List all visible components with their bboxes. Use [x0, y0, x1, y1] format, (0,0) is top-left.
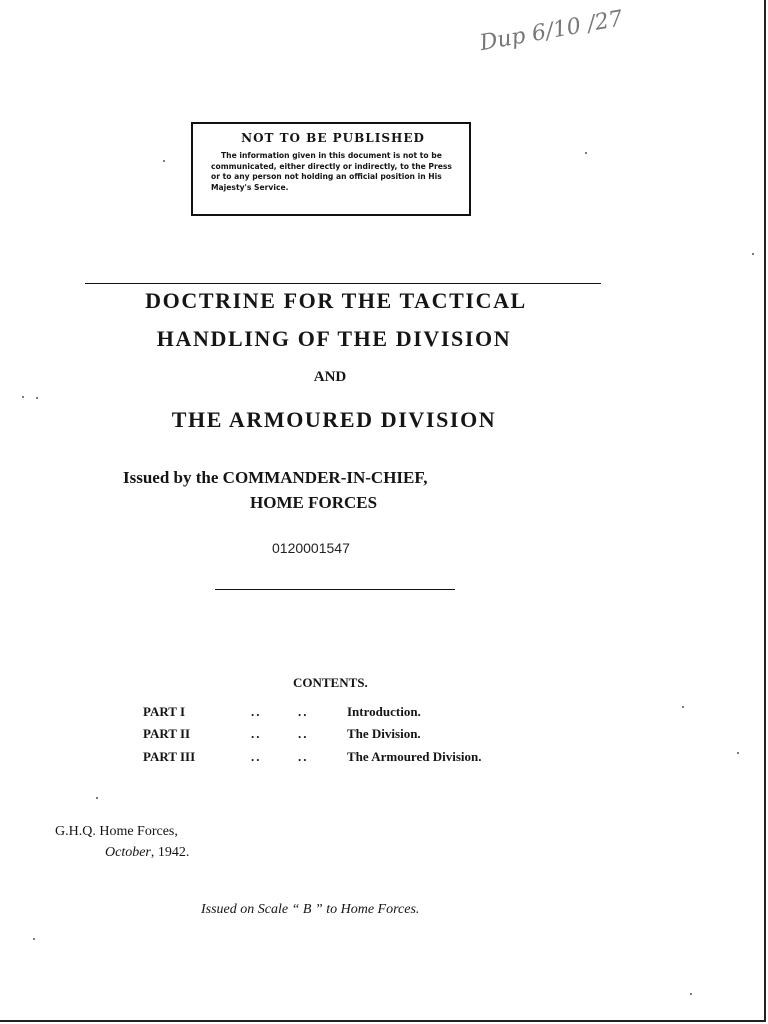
scan-speck [22, 396, 24, 398]
scan-speck [36, 397, 38, 399]
not-to-be-published-box [191, 122, 471, 216]
contents-leader: .. [251, 704, 262, 719]
contents-part: PART II [143, 726, 191, 741]
contents-part: PART I [143, 704, 186, 719]
ghq-origin: G.H.Q. Home Forces, [55, 824, 178, 839]
contents-row [143, 704, 563, 722]
issue-month: October [105, 845, 151, 860]
title-line-2: HANDLING OF THE DIVISION [156, 326, 512, 351]
title-and: AND [313, 369, 347, 385]
notice-title: NOT TO BE PUBLISHED [241, 131, 425, 145]
title-line-3: THE ARMOURED DIVISION [171, 407, 497, 432]
notice-text: The information given in this document is not to be communicated, either directly or indirectly, to the Press or to any person not holding an official position in His Majesty's Service. [211, 151, 452, 192]
issued-by-line-2: HOME FORCES [250, 493, 378, 512]
scan-speck [682, 706, 684, 708]
scan-speck [33, 938, 35, 940]
issue-date [105, 845, 189, 861]
scan-speck [737, 752, 739, 754]
top-divider [85, 283, 601, 284]
contents-leader: .. [298, 749, 309, 764]
contents-description: The Division. [347, 726, 421, 741]
title-line-1: DOCTRINE FOR THE TACTICAL [145, 288, 527, 313]
scan-speck [690, 993, 692, 995]
scan-speck [752, 253, 754, 255]
contents-row [143, 726, 563, 744]
issued-by-line-1: Issued by the COMMANDER-IN-CHIEF, [123, 468, 428, 487]
contents-title: CONTENTS. [293, 675, 368, 690]
scan-speck [96, 797, 98, 799]
contents-leader: .. [298, 726, 309, 741]
contents-description: The Armoured Division. [347, 749, 482, 764]
scale-note: Issued on Scale “ B ” to Home Forces. [201, 902, 420, 917]
handwritten-annotation: Dup 6/10 /27 [477, 6, 625, 57]
document-number: 0120001547 [272, 540, 350, 556]
scan-speck [163, 160, 165, 162]
contents-part: PART III [143, 749, 196, 764]
scan-speck [585, 152, 587, 154]
issue-year: , 1942. [150, 845, 190, 860]
bottom-divider [215, 589, 455, 590]
contents-leader: .. [251, 749, 262, 764]
contents-leader: .. [251, 726, 262, 741]
contents-row [143, 749, 563, 767]
contents-description: Introduction. [347, 704, 421, 719]
contents-leader: .. [298, 704, 309, 719]
